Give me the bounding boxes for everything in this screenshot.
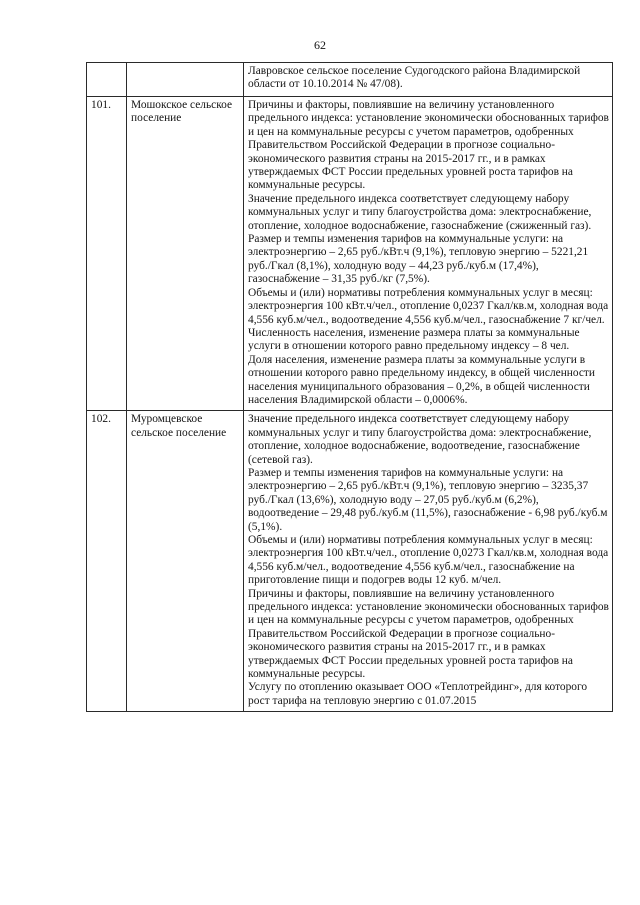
description-paragraph: Размер и темпы изменения тарифов на коммунальные услуги: на электроэнергию – 2,65 руб./кВт.ч (9,1%), тепловую энергию – 3235,37 руб./Гкал (13,6%), холодную воду – 27,05 руб./куб.м (6,2%), водоотведение – 29,48 руб./куб.м (11,5%), газоснабжение - 6,98 руб./куб.м (5,1%).: [248, 466, 608, 533]
description-paragraph: Численность населения, изменение размера платы за коммунальные услуги в отношении которого равно предельному индексу – 8 чел.: [248, 326, 580, 353]
description-cell: [244, 97, 613, 411]
description-cell: [244, 411, 613, 712]
description-cell: [244, 63, 613, 97]
description-paragraph: Причины и факторы, повлиявшие на величину установленного предельного индекса: установление экономически обоснованных тарифов и цен на коммунальные ресурсы с учетом параметров, одобренных Правительством Российской Федерации в прогнозе социально-экономического развития страны на 2015-2017 гг., и в рамках утверждаемых ФСТ России предельных уровней роста тарифов на коммунальные ресурсы.: [248, 587, 609, 681]
table-row: [87, 63, 613, 97]
description-paragraph: Доля населения, изменение размера платы за коммунальные услуги в отношении которого равно предельному индексу, в общей численности населения муниципального образования – 0,2%, в общей численности населения Владимирской области – 0,0006%.: [248, 353, 595, 406]
description-paragraph: Значение предельного индекса соответствует следующему набору коммунальных услуг и типу благоустройства дома: электроснабжение, отопление, холодное водоснабжение, водоотведение, газоснабжение (сетевой газ).: [248, 413, 592, 466]
settlement-name: [127, 63, 244, 97]
page-number: 62: [314, 38, 326, 52]
settlement-name: Муромцевское сельское поселение: [127, 411, 244, 712]
description-paragraph: Значение предельного индекса соответствует следующему набору коммунальных услуг и типу благоустройства дома: электроснабжение, отопление, холодное водоснабжение, газоснабжение (сжиженный газ).: [248, 192, 592, 232]
settlement-name: Мошокское сельское поселение: [127, 97, 244, 411]
municipal-index-table: [86, 62, 613, 712]
description-paragraph: Причины и факторы, повлиявшие на величину установленного предельного индекса: установление экономически обоснованных тарифов и цен на коммунальные ресурсы с учетом параметров, одобренных Правительством Российской Федерации в прогнозе социально-экономического развития страны на 2015-2017 гг., и в рамках утверждаемых ФСТ России предельных уровней роста тарифов на коммунальные ресурсы.: [248, 99, 609, 192]
description-paragraph: Лавровское сельское поселение Судогодского района Владимирской области от 10.10.2014 № 47/08).: [248, 65, 581, 91]
row-number: 101.: [87, 97, 127, 411]
row-number: 102.: [87, 411, 127, 712]
description-paragraph: Объемы и (или) нормативы потребления коммунальных услуг в месяц: электроэнергия 100 кВт.ч/чел., отопление 0,0237 Гкал/кв.м, холодная вода 4,556 куб.м/чел., водоотведение 4,556 куб.м/чел., газоснабжение 7 кг/чел.: [248, 286, 609, 326]
table-row: [87, 411, 613, 712]
description-paragraph: Размер и темпы изменения тарифов на коммунальные услуги: на электроэнергию – 2,65 руб./кВт.ч (9,1%), тепловую энергию – 5221,21 руб./Гкал (8,1%), холодную воду – 44,23 руб./куб.м (17,4%), газоснабжение – 31,35 руб./кг (7,5%).: [248, 233, 589, 286]
description-paragraph: Услугу по отоплению оказывает ООО «Теплотрейдинг», для которого рост тарифа на тепловую энергию с 01.07.2015: [248, 681, 588, 707]
description-paragraph: Объемы и (или) нормативы потребления коммунальных услуг в месяц: электроэнергия 100 кВт.ч/чел., отопление 0,0273 Гкал/кв.м, холодная вода 4,556 куб.м/чел., водоотведение 4,556 куб.м/чел., газоснабжение на приготовление пищи и подогрев воды 12 куб. м/чел.: [248, 534, 609, 587]
table-row: [87, 97, 613, 411]
row-number: [87, 63, 127, 97]
